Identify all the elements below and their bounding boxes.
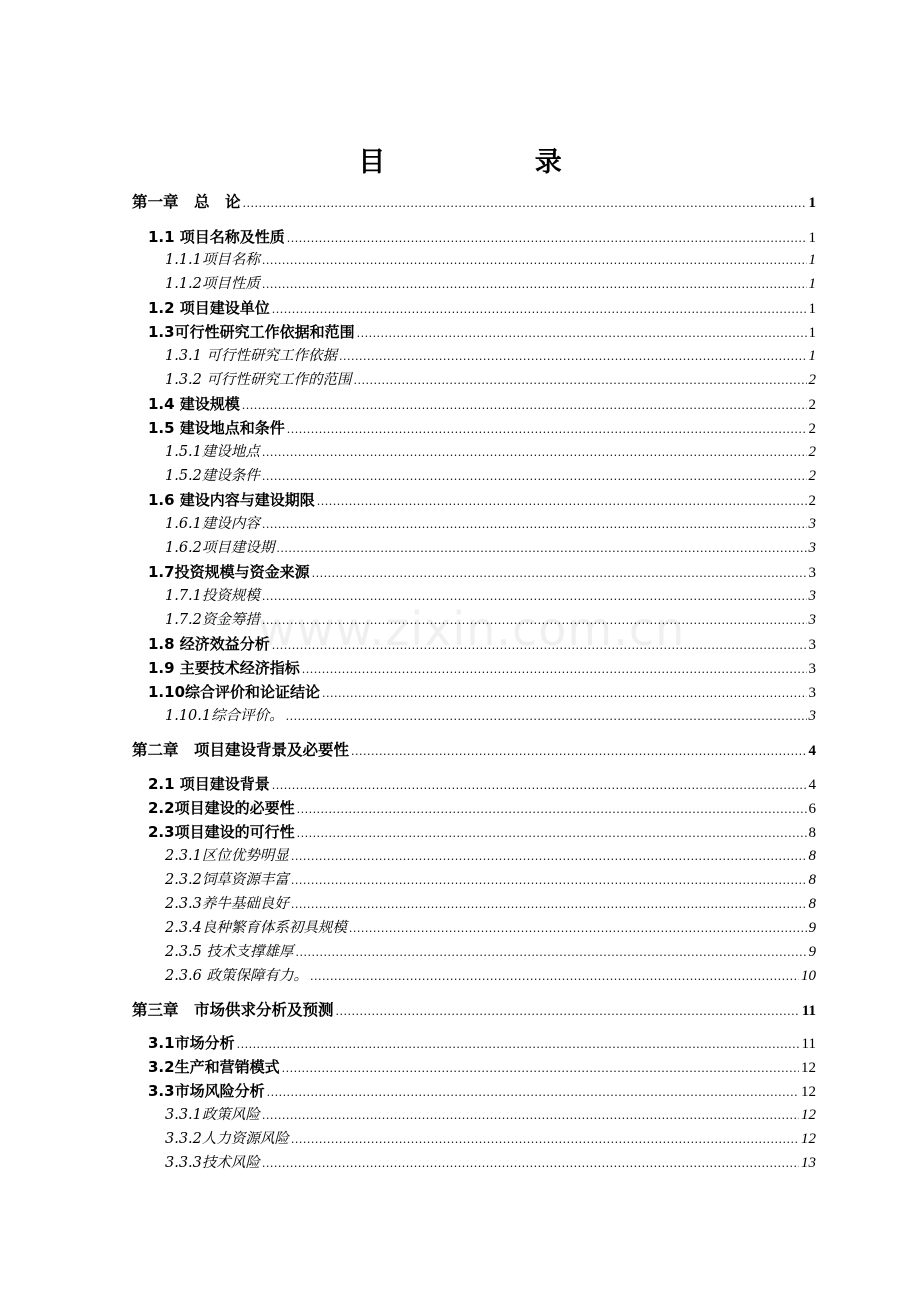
toc-entry-label: 1.7.1投资规模: [165, 588, 260, 604]
toc-entry-label: 1.3.2 可行性研究工作的范围: [165, 372, 352, 388]
toc-dot-leader: [262, 465, 807, 489]
toc-page-number: 1: [808, 276, 816, 292]
toc-subsection-entry[interactable]: [165, 868, 816, 892]
toc-page-number: 1: [808, 252, 816, 268]
toc-entry-label: 2.3.2饲草资源丰富: [165, 872, 289, 888]
toc-page-number: 3: [808, 612, 816, 628]
toc-entry-label: 第三章 市场供求分析及预测: [132, 1001, 334, 1019]
toc-page-number: 3: [808, 637, 816, 653]
toc-dot-leader: [296, 941, 807, 965]
toc-page-number: 8: [808, 825, 816, 841]
toc-section-entry[interactable]: [148, 680, 816, 704]
toc-dot-leader: [262, 249, 807, 273]
toc-dot-leader: [262, 273, 807, 297]
toc-dot-leader: [276, 537, 806, 561]
toc-page-number: 8: [808, 872, 816, 888]
toc-entry-label: 3.3.2人力资源风险: [165, 1131, 289, 1147]
toc-page-number: 1: [808, 348, 816, 364]
toc-page-number: 1: [808, 325, 816, 341]
toc-dot-leader: [310, 965, 799, 989]
toc-entry-label: 1.5.1建设地点: [165, 444, 260, 460]
toc-section-entry[interactable]: [148, 320, 816, 344]
toc-dot-leader: [302, 658, 807, 682]
toc-dot-leader: [317, 490, 807, 514]
toc-entry-label: 1.7投资规模与资金来源: [148, 563, 310, 581]
toc-chapter-entry[interactable]: [132, 998, 816, 1022]
toc-page-number: 13: [801, 1155, 816, 1171]
toc-entry-label: 2.3.1区位优势明显: [165, 848, 289, 864]
toc-dot-leader: [287, 418, 807, 442]
toc-page-number: 9: [808, 920, 816, 936]
toc-section-entry[interactable]: [148, 416, 816, 440]
toc-dot-leader: [322, 682, 806, 706]
toc-page-number: 1: [808, 195, 816, 211]
toc-dot-leader: [291, 1128, 799, 1152]
toc-subsection-entry[interactable]: [165, 536, 816, 560]
toc-entry-label: 1.1 项目名称及性质: [148, 228, 285, 246]
toc-page-number: 3: [808, 540, 816, 556]
toc-entry-label: 2.3.5 技术支撑雄厚: [165, 944, 294, 960]
toc-entry-label: 3.1市场分析: [148, 1034, 235, 1052]
toc-dot-leader: [336, 1000, 800, 1024]
toc-subsection-entry[interactable]: [165, 916, 816, 940]
toc-subsection-entry[interactable]: [165, 844, 816, 868]
toc-entry-label: 1.3.1 可行性研究工作依据: [165, 348, 338, 364]
toc-subsection-entry[interactable]: [165, 608, 816, 632]
toc-page-number: 11: [801, 1003, 816, 1019]
toc-entry-label: 3.3市场风险分析: [148, 1082, 265, 1100]
toc-dot-leader: [262, 513, 807, 537]
toc-entry-label: 2.3.6 政策保障有力。: [165, 968, 309, 984]
toc-entry-label: 1.4 建设规模: [148, 395, 240, 413]
toc-page-number: 3: [808, 588, 816, 604]
toc-page-number: 2: [808, 421, 816, 437]
toc-dot-leader: [297, 822, 807, 846]
toc-page-number: 2: [808, 444, 816, 460]
toc-entry-label: 第二章 项目建设背景及必要性: [132, 741, 350, 759]
toc-entry-label: 1.2 项目建设单位: [148, 299, 270, 317]
toc-page-number: 6: [808, 801, 816, 817]
toc-entry-label: 1.3可行性研究工作依据和范围: [148, 323, 355, 341]
toc-entry-label: 2.3.4良种繁育体系初具规模: [165, 920, 347, 936]
toc-page-number: 4: [808, 743, 816, 759]
toc-dot-leader: [291, 893, 807, 917]
toc-dot-leader: [357, 322, 807, 346]
toc-subsection-entry[interactable]: [165, 440, 816, 464]
toc-dot-leader: [272, 774, 807, 798]
toc-entry-label: 1.6 建设内容与建设期限: [148, 491, 315, 509]
toc-page-number: 1: [808, 301, 816, 317]
toc-dot-leader: [339, 345, 806, 369]
toc-page-number: 2: [808, 493, 816, 509]
toc-subsection-entry[interactable]: [165, 272, 816, 296]
toc-subsection-entry[interactable]: [165, 1103, 816, 1127]
toc-section-entry[interactable]: [148, 296, 816, 320]
toc-dot-leader: [262, 1152, 799, 1176]
toc-page-number: 1: [808, 230, 816, 246]
toc-subsection-entry[interactable]: [165, 1151, 816, 1175]
toc-entry-label: 1.6.2项目建设期: [165, 540, 275, 556]
toc-section-entry[interactable]: [148, 820, 816, 844]
toc-entry-label: 1.5 建设地点和条件: [148, 419, 285, 437]
toc-page-number: 2: [808, 468, 816, 484]
toc-entry-label: 2.1 项目建设背景: [148, 775, 270, 793]
toc-entry-label: 1.8 经济效益分析: [148, 635, 270, 653]
toc-dot-leader: [354, 369, 807, 393]
toc-page-number: 3: [808, 661, 816, 677]
toc-dot-leader: [242, 394, 807, 418]
toc-dot-leader: [262, 1104, 799, 1128]
toc-dot-leader: [243, 192, 807, 216]
toc-dot-leader: [286, 705, 807, 729]
toc-subsection-entry[interactable]: [165, 940, 816, 964]
toc-section-entry[interactable]: [148, 772, 816, 796]
toc-section-entry[interactable]: [148, 1031, 816, 1055]
toc-dot-leader: [272, 298, 807, 322]
toc-entry-label: 1.10综合评价和论证结论: [148, 683, 321, 701]
toc-entry-label: 1.10.1综合评价。: [165, 708, 284, 724]
toc-page-number: 12: [801, 1084, 816, 1100]
toc-page-number: 3: [808, 565, 816, 581]
toc-dot-leader: [237, 1033, 800, 1057]
toc-section-entry[interactable]: [148, 632, 816, 656]
toc-section-entry[interactable]: [148, 796, 816, 820]
toc-dot-leader: [272, 634, 807, 658]
toc-subsection-entry[interactable]: [165, 248, 816, 272]
toc-subsection-entry[interactable]: [165, 368, 816, 392]
toc-chapter-entry[interactable]: [132, 738, 816, 762]
toc-page-number: 4: [808, 777, 816, 793]
toc-subsection-entry[interactable]: [165, 1127, 816, 1151]
toc-page-number: 2: [808, 397, 816, 413]
toc-section-entry[interactable]: [148, 392, 816, 416]
toc-entry-label: 1.5.2建设条件: [165, 468, 260, 484]
toc-entry-label: 1.7.2资金筹措: [165, 612, 260, 628]
toc-entry-label: 3.3.3技术风险: [165, 1155, 260, 1171]
page-title: 目 录: [358, 147, 632, 178]
watermark: www.zixin.com.cn: [258, 602, 686, 656]
toc-page-number: 12: [801, 1060, 816, 1076]
toc-subsection-entry[interactable]: [165, 512, 816, 536]
toc-entry-label: 2.3.3养牛基础良好: [165, 896, 289, 912]
toc-subsection-entry[interactable]: [165, 704, 816, 728]
toc-dot-leader: [262, 441, 807, 465]
toc-page-number: 9: [808, 944, 816, 960]
toc-dot-leader: [267, 1081, 799, 1105]
toc-dot-leader: [349, 917, 807, 941]
toc-entry-label: 1.6.1建设内容: [165, 516, 260, 532]
toc-page-number: 3: [808, 708, 816, 724]
toc-dot-leader: [282, 1057, 799, 1081]
toc-entry-label: 2.2项目建设的必要性: [148, 799, 295, 817]
toc-dot-leader: [312, 562, 807, 586]
toc-dot-leader: [262, 585, 807, 609]
toc-subsection-entry[interactable]: [165, 464, 816, 488]
toc-dot-leader: [262, 609, 807, 633]
toc-dot-leader: [291, 845, 807, 869]
toc-subsection-entry[interactable]: [165, 892, 816, 916]
toc-page-number: 10: [801, 968, 816, 984]
toc-dot-leader: [351, 740, 806, 764]
toc-section-entry[interactable]: [148, 560, 816, 584]
toc-entry-label: 2.3项目建设的可行性: [148, 823, 295, 841]
toc-dot-leader: [297, 798, 807, 822]
toc-section-entry[interactable]: [148, 488, 816, 512]
toc-section-entry[interactable]: [148, 1079, 816, 1103]
toc-entry-label: 1.1.1项目名称: [165, 252, 260, 268]
toc-subsection-entry[interactable]: [165, 344, 816, 368]
toc-section-entry[interactable]: [148, 656, 816, 680]
toc-entry-label: 1.1.2项目性质: [165, 276, 260, 292]
toc-subsection-entry[interactable]: [165, 964, 816, 988]
toc-page-number: 8: [808, 848, 816, 864]
toc-page-number: 2: [808, 372, 816, 388]
toc-entry-label: 3.3.1政策风险: [165, 1107, 260, 1123]
toc-page-number: 8: [808, 896, 816, 912]
toc-chapter-entry[interactable]: [132, 190, 816, 214]
toc-page-number: 3: [808, 685, 816, 701]
toc-page-number: 3: [808, 516, 816, 532]
toc-page-number: 12: [801, 1107, 816, 1123]
toc-entry-label: 1.9 主要技术经济指标: [148, 659, 300, 677]
toc-page-number: 11: [801, 1036, 816, 1052]
toc-entry-label: 第一章 总 论: [132, 193, 241, 211]
toc-section-entry[interactable]: [148, 225, 816, 249]
toc-dot-leader: [291, 869, 807, 893]
toc-subsection-entry[interactable]: [165, 584, 816, 608]
toc-page-number: 12: [801, 1131, 816, 1147]
toc-section-entry[interactable]: [148, 1055, 816, 1079]
toc-entry-label: 3.2生产和营销模式: [148, 1058, 280, 1076]
